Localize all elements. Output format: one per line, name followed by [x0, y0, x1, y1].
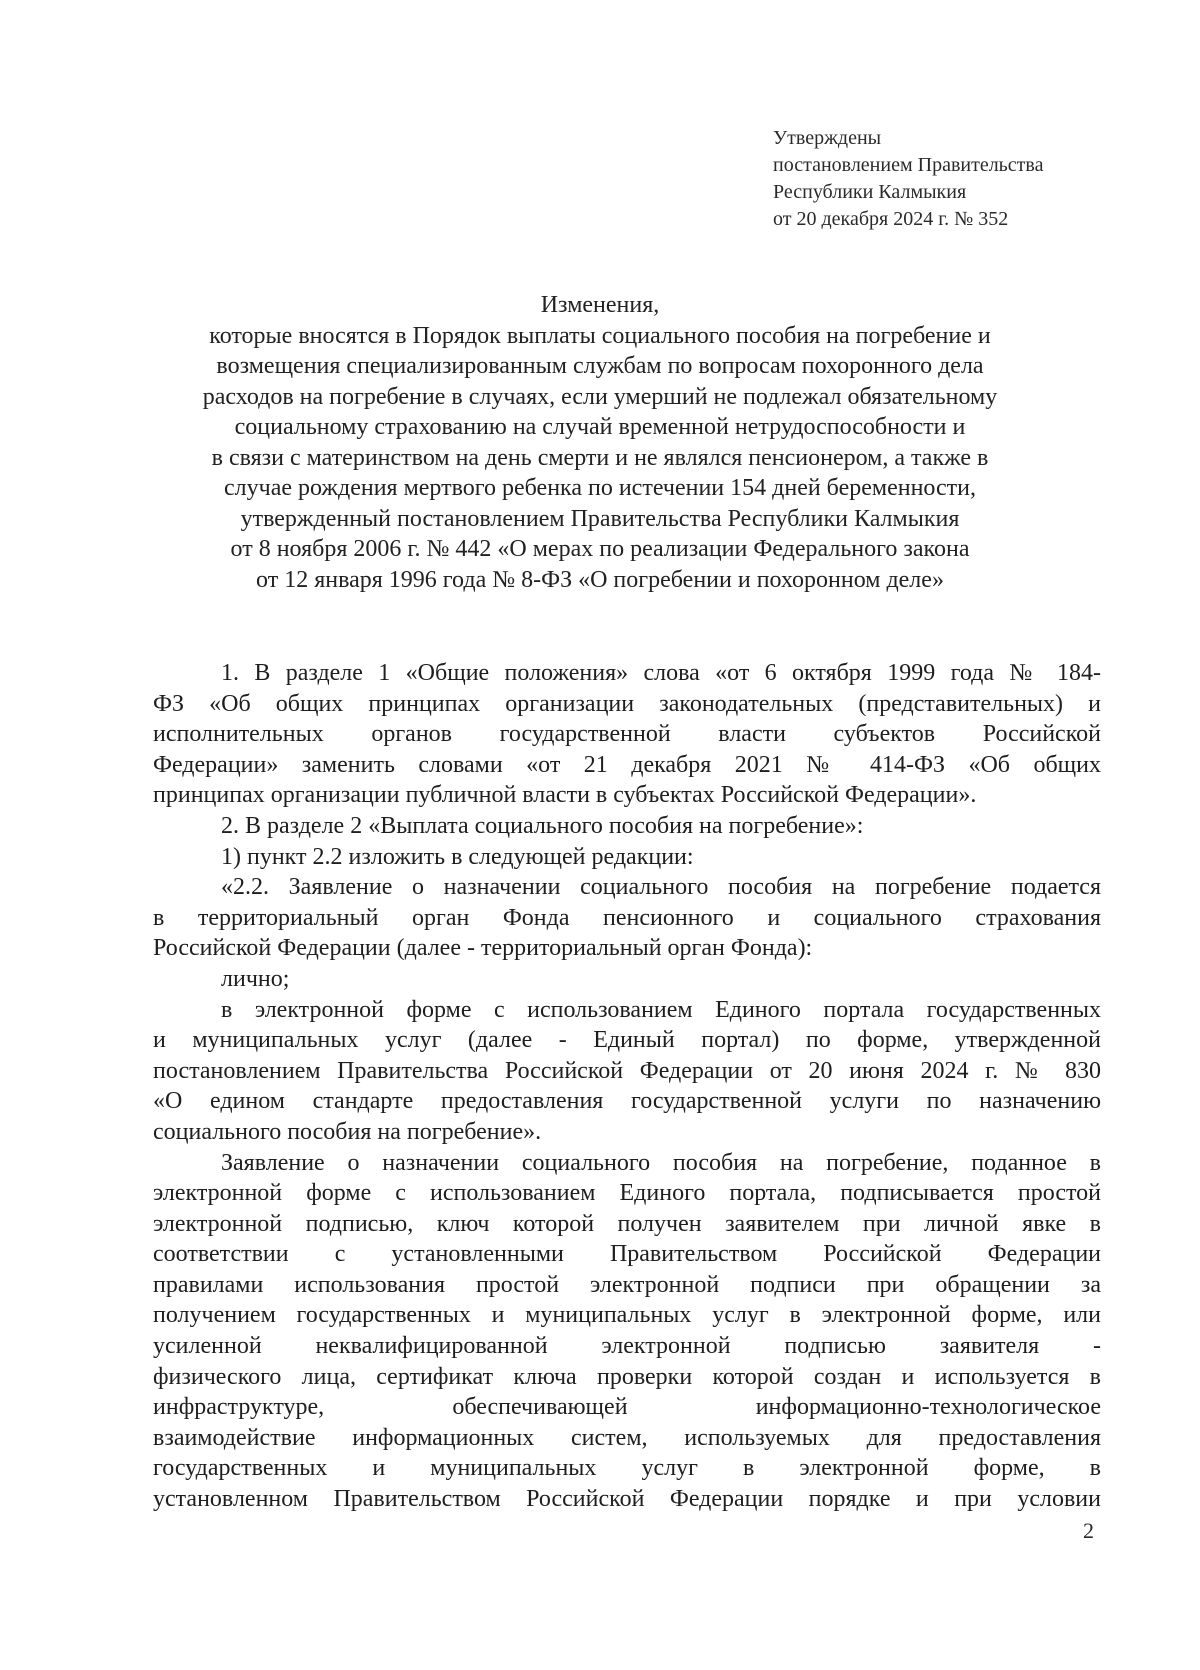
text-line: получением государственных и муниципальных услуг в электронной форме, или — [153, 1302, 1101, 1329]
text-line: электронной подписью, ключ которой получен заявителем при личной явке в — [153, 1210, 1101, 1237]
text-line: в электронной форме с использованием Единого портала государственных — [221, 996, 1101, 1023]
text-line: в территориальный орган Фонда пенсионного и социального страхования — [153, 904, 1101, 931]
text-line: взаимодействие информационных систем, используемых для предоставления — [153, 1424, 1101, 1451]
title-line: расходов на погребение в случаях, если умерший не подлежал обязательному — [202, 383, 998, 410]
text-line: 1. В разделе 1 «Общие положения» слова «от 6 октября 1999 года № 184- — [221, 660, 1101, 686]
document-title — [150, 290, 1050, 595]
title-line: утвержденный постановлением Правительства Республики Калмыкия — [240, 505, 960, 532]
text-line: правилами использования простой электронной подписи при обращении за — [153, 1271, 1101, 1298]
text-line: социального пособия на погребение». — [153, 1118, 542, 1145]
paragraph-5 — [153, 964, 1101, 995]
approval-line: Республики Калмыкия — [773, 181, 967, 203]
text-line: «2.2. Заявление о назначении социального пособия на погребение подается — [221, 874, 1101, 901]
text-line: государственных и муниципальных услуг в электронной форме, в — [153, 1455, 1101, 1482]
page-number: 2 — [1083, 1518, 1094, 1543]
approval-line: от 20 декабря 2024 г. № 352 — [773, 208, 1009, 230]
text-line: принципах организации публичной власти в субъектах Российской Федерации». — [153, 782, 977, 809]
paragraph-3 — [153, 842, 1101, 873]
title-line: возмещения специализированным службам по вопросам похоронного дела — [216, 353, 984, 379]
title-line: от 8 ноября 2006 г. № 442 «О мерах по реализации Федерального закона — [230, 536, 970, 562]
text-line: постановлением Правительства Российской Федерации от 20 июня 2024 г. № 830 — [153, 1057, 1101, 1084]
approval-line: постановлением Правительства — [773, 154, 1044, 176]
text-line: Заявление о назначении социального пособия на погребение, поданное в — [221, 1149, 1101, 1176]
text-line: физического лица, сертификат ключа проверки которой создан и используется в — [153, 1363, 1101, 1390]
text-line: Федерации» заменить словами «от 21 декабря 2021 № 414-ФЗ «Об общих — [153, 751, 1101, 778]
title-line: которые вносятся в Порядок выплаты социального пособия на погребение и — [209, 322, 991, 349]
text-line: установленном Правительством Российской Федерации порядке и при условии — [153, 1486, 1101, 1513]
text-line: «О едином стандарте предоставления государственной услуги по назначению — [153, 1088, 1101, 1115]
text-line: усиленной неквалифицированной электронной подписью заявителя - — [153, 1333, 1101, 1360]
text-line: 1) пункт 2.2 изложить в следующей редакции: — [221, 843, 694, 870]
text-line: лично; — [221, 965, 290, 992]
paragraph-7 — [153, 1148, 1101, 1515]
text-line: инфраструктуре, обеспечивающей информационно-технологическое — [153, 1394, 1101, 1421]
text-line: и муниципальных услуг (далее - Единый портал) по форме, утвержденной — [153, 1027, 1101, 1054]
paragraph-6 — [153, 995, 1101, 1148]
text-line: 2. В разделе 2 «Выплата социального пособия на погребение»: — [221, 812, 864, 839]
approval-line: Утверждены — [773, 127, 882, 149]
approval-stamp-block — [773, 125, 1043, 233]
text-line: соответствии с установленными Правительством Российской Федерации — [153, 1241, 1101, 1268]
text-line: Российской Федерации (далее - территориальный орган Фонда): — [153, 935, 813, 962]
paragraph-1 — [153, 658, 1101, 811]
document-body — [153, 658, 1101, 1515]
text-line: электронной форме с использованием Единого портала, подписывается простой — [153, 1180, 1101, 1207]
title-line: от 12 января 1996 года № 8-ФЗ «О погребении и похоронном деле» — [256, 566, 944, 593]
title-line: социальному страхованию на случай временной нетрудоспособности и — [234, 414, 966, 440]
paragraph-4 — [153, 872, 1101, 964]
title-line: Изменения, — [540, 292, 660, 318]
title-line: случае рождения мертвого ребенка по истечении 154 дней беременности, — [224, 475, 976, 501]
text-line: исполнительных органов государственной власти субъектов Российской — [153, 721, 1101, 748]
text-line: ФЗ «Об общих принципах организации законодательных (представительных) и — [153, 690, 1101, 717]
paragraph-2 — [153, 811, 1101, 842]
title-line: в связи с материнством на день смерти и не являлся пенсионером, а также в — [211, 444, 989, 471]
